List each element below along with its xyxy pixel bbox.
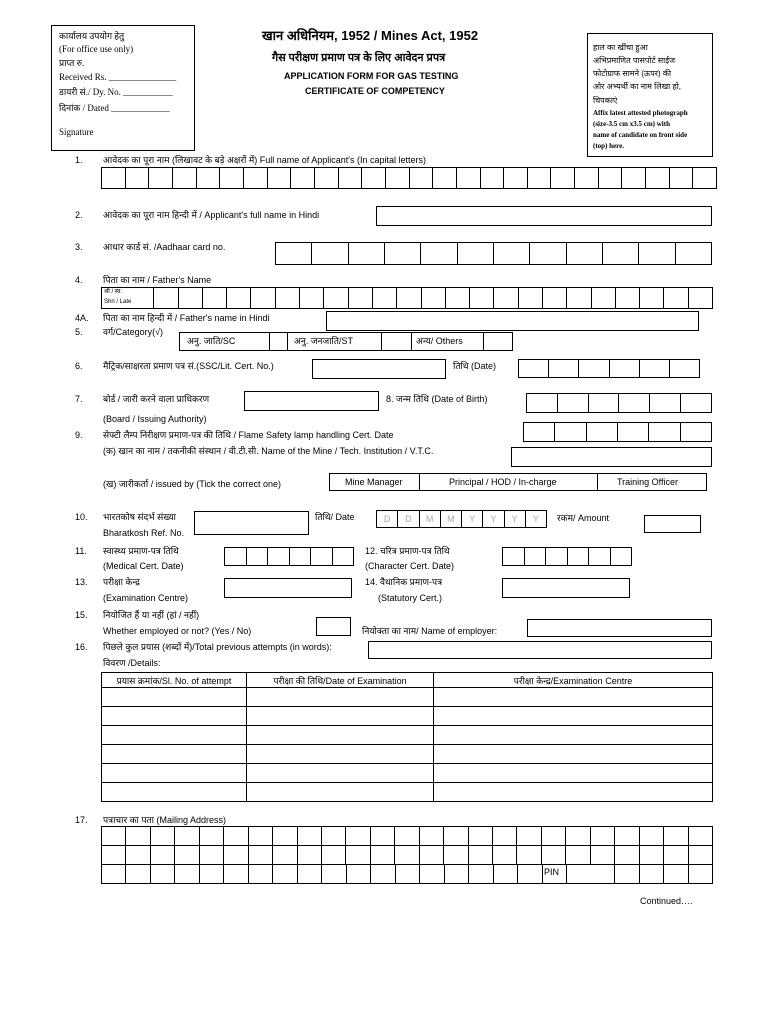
fathers-hindi-name-label: पिता का नाम हिन्दी में / Father's name in Hindi <box>103 313 270 323</box>
field-number: 9. <box>75 430 83 440</box>
photo-instruction-hi: ओर अभ्यर्थी का नाम लिखा हो, <box>593 82 681 91</box>
bharatkosh-label-en: Bharatkosh Ref. No. <box>103 528 185 538</box>
table-header: परीक्षा केन्द्र/Examination Centre <box>434 673 713 688</box>
statutory-cert-label-en: (Statutory Cert.) <box>378 593 443 603</box>
bharatkosh-input[interactable] <box>194 511 309 535</box>
bharatkosh-date-input[interactable]: D D M M Y Y Y Y <box>376 510 547 528</box>
issuing-authority-label: बोर्ड / जारी करने वाला प्राधिकरण <box>103 394 210 404</box>
safety-lamp-cert-date[interactable] <box>523 422 712 442</box>
mine-name-input[interactable] <box>511 447 712 467</box>
mine-name-label: (क) खान का नाम / तकनीकी संस्थान / वी.टी.सी. Name of the Mine / Tech. Institution / V.T.C. <box>103 446 434 456</box>
character-cert-label: 12. चरित्र प्रमाण-पत्र तिथि <box>365 546 450 556</box>
safety-lamp-cert-label: सेफ्टी लैम्प निरीक्षण प्रमाण-पत्र की तिथि / Flame Safety lamp handling Cert. Date <box>103 430 394 440</box>
ssc-date-label: तिथि (Date) <box>453 361 497 371</box>
photo-instruction-hi: फोटोग्राफ सामने (ऊपर) की <box>593 69 672 78</box>
photo-instruction-en: name of candidate on front side <box>593 131 688 139</box>
statutory-cert-input[interactable] <box>502 578 630 598</box>
category-sc[interactable]: अनु. जाति/SC <box>187 336 236 346</box>
ssc-date-input[interactable] <box>518 359 700 378</box>
exam-centre-input[interactable] <box>224 578 352 598</box>
employed-label-en: Whether employed or not? (Yes / No) <box>103 626 252 636</box>
table-row[interactable] <box>102 764 713 783</box>
fathers-name-label: पिता का नाम / Father's Name <box>103 275 212 285</box>
bharatkosh-label: भारतकोष संदर्भ संख्या <box>103 512 177 522</box>
aadhaar-label: आधार कार्ड सं. /Aadhaar card no. <box>103 242 226 252</box>
photo-instruction-hi: हाल का खींचा हुआ <box>593 43 648 52</box>
employed-input[interactable] <box>316 617 351 636</box>
field-number: 16. <box>75 642 88 652</box>
dob-label: 8. जन्म तिथि (Date of Birth) <box>386 394 488 404</box>
photo-instruction-hi: अभिप्रमाणित पासपोर्ट साईज <box>593 56 676 65</box>
amount-label: रकम/ Amount <box>557 513 609 523</box>
full-name-label: आवेदक का पूरा नाम (लिखावट के बड़े अक्षरों में) Full name of Applicant's (In capital letters) <box>103 155 427 165</box>
form-title-line1: APPLICATION FORM FOR GAS TESTING <box>284 71 459 81</box>
attempts-table <box>101 672 713 802</box>
field-number: 2. <box>75 210 83 220</box>
previous-attempts-label: पिछले कुल प्रयास (शब्दों में)/Total previous attempts (in words): <box>103 642 332 652</box>
amount-input[interactable] <box>644 515 701 533</box>
employer-label: नियोक्ता का नाम/ Name of employer: <box>362 626 498 636</box>
hindi-name-input[interactable] <box>376 206 712 226</box>
field-number: 4. <box>75 275 83 285</box>
ssc-cert-label: मैट्रिक/साक्षरता प्रमाण पत्र सं.(SSC/Lit. Cert. No.) <box>103 361 274 371</box>
address-row-1[interactable] <box>101 826 713 846</box>
form-title-line2: CERTIFICATE OF COMPETENCY <box>305 86 445 96</box>
office-use-label: (For office use only) <box>59 44 134 54</box>
shri-late-hindi: श्री / स्व. <box>104 289 123 295</box>
dated: दिनांक / Dated _____________ <box>59 103 170 113</box>
field-number: 3. <box>75 242 83 252</box>
received-hindi: प्राप्त रु. <box>59 58 85 68</box>
category-st[interactable]: अनु. जनजाति/ST <box>294 336 354 346</box>
issuing-authority-input[interactable] <box>244 391 379 411</box>
table-row[interactable] <box>102 783 713 802</box>
statutory-cert-label: 14. वैधानिक प्रमाण-पत्र <box>365 577 443 587</box>
fathers-name-input[interactable] <box>101 287 713 309</box>
received-rs: Received Rs. _______________ <box>59 72 177 82</box>
table-row[interactable] <box>102 726 713 745</box>
table-row[interactable] <box>102 745 713 764</box>
issued-by-label: (ख) जारीकर्ता / issued by (Tick the correct one) <box>103 479 281 489</box>
fathers-hindi-name-input[interactable] <box>326 311 699 331</box>
field-number: 13. <box>75 577 88 587</box>
photo-instruction-en: Affix latest attested photograph <box>593 109 688 117</box>
issued-by-mine-manager[interactable]: Mine Manager <box>345 477 403 487</box>
exam-centre-label: परीक्षा केन्द्र <box>103 577 140 587</box>
table-header: परीक्षा की तिथि/Date of Examination <box>247 673 434 688</box>
table-header: प्रयास क्रमांक/Sl. No. of attempt <box>102 673 247 688</box>
aadhaar-input[interactable] <box>275 242 712 265</box>
continued-label: Continued…. <box>640 896 693 906</box>
field-number: 5. <box>75 327 83 337</box>
mailing-address-label: पत्राचार का पता (Mailing Address) <box>103 815 226 825</box>
exam-centre-label-en: (Examination Centre) <box>103 593 189 603</box>
field-number: 6. <box>75 361 83 371</box>
signature-label: Signature <box>59 127 94 137</box>
field-number: 10. <box>75 512 88 522</box>
field-number: 7. <box>75 394 83 404</box>
details-label: विवरण /Details: <box>103 658 161 668</box>
hindi-form-title: गैस परीक्षण प्रमाण पत्र के लिए आवेदन प्रपत्र <box>272 52 446 64</box>
category-label: वर्ग/Category(√) <box>103 327 164 337</box>
photo-instruction-en: (top) here. <box>593 142 624 150</box>
issued-by-training-officer[interactable]: Training Officer <box>617 477 679 487</box>
photo-instruction-en: (size-3.5 cm x3.5 cm) with <box>593 120 670 128</box>
field-number: 1. <box>75 155 83 165</box>
character-cert-date[interactable] <box>502 547 632 566</box>
category-others[interactable]: अन्य/ Others <box>416 336 463 346</box>
ssc-cert-input[interactable] <box>312 359 446 379</box>
issuing-authority-label-en: (Board / Issuing Authority) <box>103 414 207 424</box>
field-number: 17. <box>75 815 88 825</box>
table-row[interactable] <box>102 707 713 726</box>
full-name-input[interactable] <box>101 167 717 189</box>
dob-input[interactable] <box>526 393 712 413</box>
shri-late: Shri / Late <box>104 299 132 305</box>
address-row-2[interactable] <box>101 845 713 865</box>
previous-attempts-input[interactable] <box>368 641 712 659</box>
medical-cert-label: स्वास्थ्य प्रमाण-पत्र तिथि <box>103 546 179 556</box>
office-use-hindi: कार्यालय उपयोग हेतु <box>59 31 125 41</box>
employer-input[interactable] <box>527 619 712 637</box>
bharatkosh-date-label: तिथि/ Date <box>315 512 355 522</box>
table-row[interactable] <box>102 688 713 707</box>
medical-cert-date[interactable] <box>224 547 354 566</box>
hindi-name-label: आवेदक का पूरा नाम हिन्दी में / Applicant's full name in Hindi <box>103 210 320 220</box>
medical-cert-label-en: (Medical Cert. Date) <box>103 561 184 571</box>
field-number: 11. <box>75 546 87 556</box>
diary-no: डायरी सं./ Dy. No. ___________ <box>59 87 173 97</box>
issued-by-principal[interactable]: Principal / HOD / In-charge <box>449 477 557 487</box>
act-title: खान अधिनियम, 1952 / Mines Act, 1952 <box>262 28 479 43</box>
employed-label: नियोजित हैं या नहीं (हां / नहीं) <box>103 610 200 620</box>
pin-label: PIN <box>544 867 560 877</box>
field-number: 4A. <box>75 313 89 323</box>
character-cert-label-en: (Character Cert. Date) <box>365 561 455 571</box>
field-number: 15. <box>75 610 88 620</box>
address-row-3[interactable] <box>101 864 713 884</box>
photo-instruction-hi: चिपकाएं <box>593 96 618 105</box>
